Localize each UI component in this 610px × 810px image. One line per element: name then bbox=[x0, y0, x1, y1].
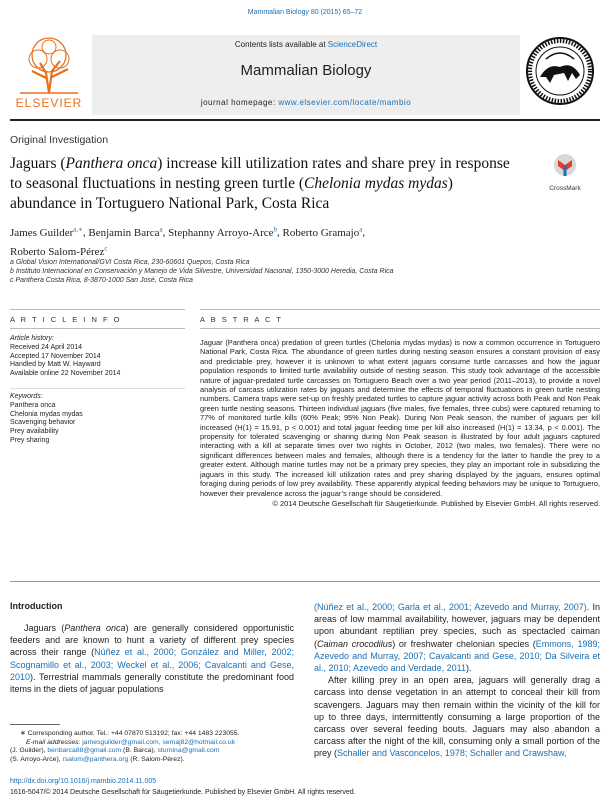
affiliation: a Global Vision International/GVI Costa Rica, 230-60601 Quepos, Costa Rica bbox=[10, 259, 250, 266]
citation-link[interactable]: Emmons, 1989; Azevedo and Murray, 2007; Cavalcanti and Gese, 2010; Da Silveira et al., 2010; Azevedo and Verdade, 2011 bbox=[314, 638, 601, 674]
homepage-link[interactable]: www.elsevier.com/locate/mambio bbox=[278, 98, 412, 107]
corresponding-author-footnote: ∗ Corresponding author. Tel.: +44 07870 513192; fax: +44 1483 223055. E-mail addresses: jamesguilder@gmail.com, semaj82@hotmail.co.uk (J. Guilder), benbarca88@gmail.com (B. Barca), sturnina@gmail.com (S. Arroyo-Arce), rsalom@panthera.org (R. Salom-Pérez). bbox=[10, 730, 294, 764]
society-seal-logo bbox=[524, 33, 596, 113]
section-heading-introduction: Introduction bbox=[10, 601, 63, 611]
author-list: James Guilder$^{a,∗}$, Benjamin Barca$^a$, Stephanny Arroyo-Arce$^b$, Roberto Gramajo$^a$, Roberto Salom-Pérez$^c$ bbox=[10, 225, 366, 259]
affiliations bbox=[10, 258, 570, 285]
elsevier-wordmark: ELSEVIER bbox=[15, 96, 83, 110]
abstract-body: Jaguar (Panthera onca) predation of green turtles (Chelonia mydas mydas) is now a common occurrence in Tortuguero National Park, Costa Rica. The abundance of green turtles during nesting season ensures a constant provision of easy and predictable prey, however it is unknown to what extent jaguars consume turtle carcasses and how the jaguar population responds to limited turtle availability outside of nesting season. This study took advantage of the accessible nature of jaguar-predated turtle carcasses on Tortuguero Beach over a two year period (2011–2013), to provide a novel analysis of carcass utilization rates by jaguars and determine the effects of temporal fluctuations in green turtle nesting numbers. Camera traps were set-up on freshly predated turtles to capture jaguar activity across both Peak and Non Peak green turtle nesting seasons. Thirteen individual jaguars (five males, five females, three cubs) were captured returning to 77% of monitored turtle kills (60% Peak; 95% Non Peak). During Non Peak season, the number of jaguars per kill increased (H(1) = 15.91, p < 0.001) and total jaguar feeding time per kill also increased (H(1) = 13.34, p < 0.001). The propensity for tolerated scavenging or sharing during Non Peak season is illustrated by four adult jaguars captured interacting with a kill at separate times over two nights in October, 2012 (two males, two females). There were no significant differences between males and females, although there is a tendency for the latter to handle the prey to a greater extent. Although marine turtles may not be a primary prey species, they play an important role in subsidizing the jaguars in this study. The increased kill utilization rates and prey sharing displayed by the jaguars, ensures optimal foraging during periods of low prey availability. These apparently atypical feeding behaviors may be unique to Tortuguero, however their prevalence across the jaguar’s range should be considered. bbox=[200, 338, 600, 498]
email-link[interactable]: benbarca88@gmail.com bbox=[47, 747, 122, 754]
keywords-label: Keywords: bbox=[10, 393, 43, 400]
author[interactable]: Roberto Gramajo$^a$ bbox=[282, 225, 363, 239]
keyword: Panthera onca bbox=[10, 401, 56, 409]
author[interactable]: James Guilder$^{a,∗}$ bbox=[10, 225, 83, 239]
title-part: ) increase kill utilization rates and share prey in response to seasonal fluctuations in nesting green turtle ( bbox=[10, 155, 510, 192]
keyword: Chelonia mydas mydas bbox=[10, 410, 83, 418]
affiliation: b Instituto Internacional en Conservación y Manejo de Vida Silvestre, Universidad Nacional, 1350-3000 Heredia, Costa Rica bbox=[10, 268, 394, 275]
copyright-line: 1616-5047/© 2014 Deutsche Gesellschaft für Säugetierkunde. Published by Elsevier GmbH. All rights reserved. bbox=[10, 789, 356, 796]
article-info-rule bbox=[10, 309, 185, 310]
author[interactable]: Roberto Salom-Pérez$^c$ bbox=[10, 244, 108, 259]
abstract-heading: A B S T R A C T bbox=[200, 315, 283, 324]
history-item: Received 24 April 2014 bbox=[10, 343, 82, 351]
abstract-rule bbox=[200, 328, 600, 329]
corresponding-author: ∗ Corresponding author. Tel.: +44 07870 513192; fax: +44 1483 223055. bbox=[20, 730, 240, 737]
homepage-prefix: journal homepage: bbox=[200, 98, 279, 107]
contents-prefix: Contents lists available at bbox=[234, 40, 328, 49]
citation-link[interactable]: (Núñez et al., 2000; Garla et al., 2001; Azevedo and Murray, 2007) bbox=[314, 602, 587, 612]
article-type: Original Investigation bbox=[10, 134, 109, 146]
email-link[interactable]: sturnina@gmail.com bbox=[157, 747, 220, 754]
email-label: E-mail addresses: bbox=[26, 738, 83, 746]
title-part: ) abundance in Tortuguero National Park, Costa Rica bbox=[10, 175, 453, 212]
history-item: Handled by Matt W. Hayward bbox=[10, 361, 101, 369]
crossmark-label: CrossMark bbox=[549, 185, 581, 192]
affiliation: c Panthera Costa Rica, 8-3870-1000 San José, Costa Rica bbox=[10, 277, 193, 284]
keywords bbox=[10, 393, 190, 446]
email-link[interactable]: jamesguilder@gmail.com, semaj82@hotmail.co.uk bbox=[82, 738, 236, 746]
header-rule bbox=[10, 119, 600, 121]
keyword: Prey sharing bbox=[10, 436, 50, 444]
journal-homepage bbox=[92, 98, 520, 107]
intro-left-paragraph: Jaguars (Panthera onca) are generally considered opportunistic feeders and are known to hunt a variety of different prey species across their range (Núñez et al., 2000; González and Miller, 2002; Scognamillo et al., 2003; Weckel et al., 2006; Cavalcanti and Gese, 2010). Terrestrial mammals generally constitute the predominant food items in the diets of jaguar populations bbox=[10, 623, 294, 695]
email-link[interactable]: rsalom@panthera.org bbox=[62, 755, 129, 763]
keyword: Prey availability bbox=[10, 428, 59, 436]
article-title bbox=[10, 154, 520, 214]
citation-link[interactable]: Schaller and Vasconcelos, 1978; Schaller and Crawshaw, bbox=[337, 748, 567, 759]
contents-line bbox=[92, 40, 520, 49]
article-history bbox=[10, 335, 190, 379]
abstract-rule bbox=[200, 309, 600, 310]
history-item: Accepted 17 November 2014 bbox=[10, 352, 101, 360]
crossmark-icon bbox=[532, 152, 598, 180]
title-species: Chelonia mydas mydas bbox=[304, 175, 448, 192]
article-info-rule bbox=[10, 328, 185, 329]
author[interactable]: Benjamin Barca$^a$ bbox=[88, 225, 163, 239]
intro-paragraph: (Núñez et al., 2000; Garla et al., 2001; Azevedo and Murray, 2007). In areas of low mammal availability, however, jaguars may be dependent upon abundant reptilian prey species, such as spectacled caiman (Caiman crocodilus) or freshwater chelonian species (Emmons, 1989; Azevedo and Murray, 2007; Cavalcanti and Gese, 2010; Da Silveira et al., 2010; Azevedo and Verdade, 2011). bbox=[314, 602, 601, 674]
title-part: Jaguars ( bbox=[10, 155, 66, 172]
intro-right-column bbox=[314, 601, 600, 760]
crossmark-badge[interactable] bbox=[532, 152, 598, 192]
journal-name: Mammalian Biology bbox=[240, 62, 372, 79]
doi-link[interactable]: http://dx.doi.org/10.1016/j.mambio.2014.11.005 bbox=[10, 778, 157, 785]
article-info-divider bbox=[10, 388, 185, 389]
abstract-text bbox=[200, 338, 600, 508]
abstract-copyright: © 2014 Deutsche Gesellschaft für Säugetierkunde. Published by Elsevier GmbH. All rights reserved. bbox=[272, 498, 600, 508]
history-item: Available online 22 November 2014 bbox=[10, 370, 121, 378]
citation-link[interactable]: Núñez et al., 2000; González and Miller, 2002; Scognamillo et al., 2003; Weckel et al., 2006; Cavalcanti and Gese, 2010 bbox=[10, 647, 294, 682]
intro-paragraph: After killing prey in an open area, jaguars will generally drag a carcass into dense vegetation in an attempt to conceal their kill from scavengers. Jaguars may then remain within the vicinity of the kill for up to three days, intermittently consuming a large proportion of the carcass over several feeding bouts. Jaguars may also abandon a carcass after the night of the kill, consuming only a small portion of the prey (Schaller and Vasconcelos, 1978; Schaller and Crawshaw, bbox=[314, 675, 600, 759]
keyword: Scavenging behavior bbox=[10, 419, 76, 427]
sciencedirect-link[interactable]: ScienceDirect bbox=[327, 40, 378, 49]
journal-citation[interactable]: Mammalian Biology 80 (2015) 65–72 bbox=[247, 9, 363, 16]
history-label: Article history: bbox=[10, 335, 54, 342]
article-info-heading: A R T I C L E I N F O bbox=[10, 315, 122, 324]
journal-header-box bbox=[92, 35, 520, 115]
title-species: Panthera onca bbox=[65, 155, 158, 172]
author[interactable]: Stephanny Arroyo-Arce$^b$ bbox=[168, 225, 278, 239]
abstract-bottom-rule bbox=[10, 581, 600, 582]
footnote-rule bbox=[10, 724, 60, 725]
